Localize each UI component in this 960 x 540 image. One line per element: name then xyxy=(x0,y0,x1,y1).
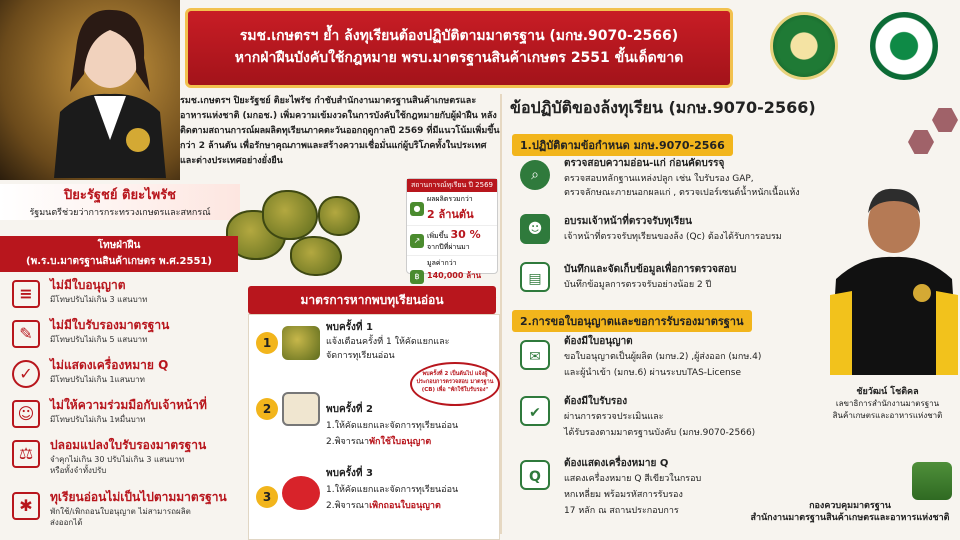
acfs-logo xyxy=(870,12,938,80)
durian-image xyxy=(318,196,360,236)
practice-text: ตรวจลักษณะภายนอกผลแก่ , ตรวจเปอร์เซนต์น้ำหนักเนื้อแห้ง xyxy=(564,188,800,198)
secretary-general-title-1: เลขาธิการสำนักงานมาตรฐาน xyxy=(835,399,940,408)
penalty-desc: มีโทษปรับไม่เกิน 1แสนบาท xyxy=(50,375,145,384)
training-icon: ☻ xyxy=(520,214,550,244)
penalty-desc-2: หรือทั้งจำทั้งปรับ xyxy=(50,466,107,475)
cb-note-bubble: พบครั้งที่ 2 เป็นต้นไป แจ้งผู้ประกอบการตรวจสอบ มาตรฐาน (CB) เพื่อ "พักใช้ใบรับรอง" xyxy=(410,362,500,406)
practices-title: ข้อปฏิบัติของล้งทุเรียน (มกษ.9070-2566) xyxy=(510,98,816,117)
step-number: 3 xyxy=(256,486,278,508)
section-2-header: 2.การขอใบอนุญาตและขอการรับรองมาตรฐาน xyxy=(512,310,752,332)
record-icon: ▤ xyxy=(520,262,550,292)
penalty-desc-2: ส่งออกได้ xyxy=(50,518,83,527)
practice-title: ต้องแสดงเครื่องหมาย Q xyxy=(564,458,669,469)
step-title: พบครั้งที่ 3 xyxy=(326,468,373,479)
step-text: แจ้งเตือนครั้งที่ 1 ให้คัดแยกและ xyxy=(326,337,450,347)
stats-value: 140,000 ล้าน xyxy=(427,271,482,280)
secretary-general-title-2: สินค้าเกษตรและอาหารแห่งชาติ xyxy=(832,411,943,420)
durian-image xyxy=(290,236,342,276)
step-text-prefix: 2.พิจารณา xyxy=(326,501,370,511)
penalty-item xyxy=(10,436,250,484)
step-text: 1.ให้คัดแยกและจัดการทุเรียนอ่อน xyxy=(326,421,459,431)
penalty-title: ปลอมแปลงใบรับรองมาตรฐาน xyxy=(50,438,207,452)
ministry-agriculture-logo xyxy=(770,12,838,80)
stats-label: เพิ่มขึ้น xyxy=(427,232,449,240)
headline-banner xyxy=(185,8,733,88)
license-icon: ✉ xyxy=(520,340,550,370)
practice-text: ผ่านการตรวจประเมินและ xyxy=(564,412,664,422)
penalty-desc: มีโทษปรับไม่เกิน 5 แสนบาท xyxy=(50,335,148,344)
practice-title: อบรมเจ้าหน้าที่ตรวจรับทุเรียน xyxy=(564,216,692,227)
badge-check-icon: ✓ xyxy=(12,360,40,388)
q-mark-icon: Q xyxy=(520,460,550,490)
officer-icon: ☺ xyxy=(12,400,40,428)
durian-stats-box xyxy=(406,178,498,281)
practice-text: ขอใบอนุญาตเป็นผู้ผลิต (มกษ.2) ,ผู้ส่งออก (มกษ.4) xyxy=(564,352,762,362)
step-title: พบครั้งที่ 1 xyxy=(326,322,373,333)
column-divider xyxy=(500,94,502,534)
practice-text: บันทึกข้อมูลการตรวจรับอย่างน้อย 2 ปี xyxy=(564,280,712,290)
footer-line-2: สำนักงานมาตรฐานสินค้าเกษตรและอาหารแห่งชาติ xyxy=(750,513,950,523)
stats-row xyxy=(407,192,497,226)
stats-label: มูลค่ากว่า xyxy=(427,259,457,267)
section-1-header: 1.ปฏิบัติตามข้อกำหนด มกษ.9070-2566 xyxy=(512,134,733,156)
stats-sub: จากปีที่ผ่านมา xyxy=(427,243,470,251)
stats-label: ผลผลิตรวมกว่า xyxy=(427,195,473,203)
minister-title: รัฐมนตรีช่วยว่าการกระทรวงเกษตรและสหกรณ์ xyxy=(29,208,211,218)
durian-image xyxy=(262,190,318,240)
penalty-title: ไม่มีใบรับรองมาตรฐาน xyxy=(50,318,170,332)
step-number: 1 xyxy=(256,332,278,354)
penalty-header-law: (พ.ร.บ.มาตรฐานสินค้าเกษตร พ.ศ.2551) xyxy=(26,256,212,267)
penalty-header xyxy=(0,236,238,272)
certificate-icon: ✎ xyxy=(12,320,40,348)
clipboard-icon xyxy=(282,392,320,426)
footer-line-1: กองควบคุมมาตรฐาน xyxy=(809,501,891,511)
practice-title: ต้องมีใบอนุญาต xyxy=(564,336,633,347)
headline-line-2: หากฝ่าฝืนบังคับใช้กฎหมาย พรบ.มาตรฐานสินค้าเกษตร 2551 ขั้นเด็ดขาด xyxy=(234,50,684,66)
practice-text: และผู้นำเข้า (มกษ.6) ผ่านระบบTAS-License xyxy=(564,368,741,378)
penalty-header-title: โทษฝ่าฝืน xyxy=(97,240,141,251)
secretary-general-name: ชัยวัฒน์ โชติคล xyxy=(856,387,919,397)
secretary-general-caption xyxy=(815,384,960,422)
penalty-desc: จำคุกไม่เกิน 30 ปรับไม่เกิน 3 แสนบาท xyxy=(50,455,185,464)
stop-icon xyxy=(282,476,320,510)
step-number: 2 xyxy=(256,398,278,420)
penalty-desc: มีโทษปรับไม่เกิน 1หมื่นบาท xyxy=(50,415,146,424)
headline-line-1: รมช.เกษตรฯ ย้ำ ล้งทุเรียนต้องปฏิบัติตามมาตรฐาน (มกษ.9070-2566) xyxy=(239,28,679,44)
stats-row xyxy=(407,226,497,256)
penalty-item xyxy=(10,316,250,356)
stats-value: 30 % xyxy=(450,228,481,241)
certificate-icon: ✔ xyxy=(520,396,550,426)
magnifier-icon: ⌕ xyxy=(520,160,550,190)
decor-hexagon xyxy=(908,130,934,154)
minister-name-tag xyxy=(0,184,240,220)
chart-up-icon: ↗ xyxy=(410,234,424,248)
step-text-prefix: 2.พิจารณา xyxy=(326,437,370,447)
step-text-emphasis: พักใช้ใบอนุญาต xyxy=(369,437,432,447)
practice-text: ได้รับรองตามมาตรฐานบังคับ (มกษ.9070-2566) xyxy=(564,428,756,438)
minister-name: ปิยะรัฐชย์ ติยะไพรัช xyxy=(64,188,176,203)
penalty-desc: พักใช้/เพิกถอนใบอนุญาต ไม่สามารถผลิต xyxy=(50,507,191,516)
practice-title: ต้องมีใบรับรอง xyxy=(564,396,628,407)
practice-text: หกเหลี่ยม พร้อมรหัสการรับรอง xyxy=(564,490,683,500)
penalty-item xyxy=(10,356,250,396)
penalty-desc: มีโทษปรับไม่เกิน 3 แสนบาท xyxy=(50,295,148,304)
measures-header: มาตรการหากพบทุเรียนอ่อน xyxy=(248,286,496,314)
step-title: พบครั้งที่ 2 xyxy=(326,404,373,415)
step-text xyxy=(326,500,441,513)
penalty-title: ไม่ให้ความร่วมมือกับเจ้าหน้าที่ xyxy=(50,398,207,412)
step-text xyxy=(326,436,431,449)
step-text: จัดการทุเรียนอ่อน xyxy=(326,351,395,361)
decor-hexagon xyxy=(932,108,958,132)
penalty-title: ไม่มีใบอนุญาต xyxy=(50,278,126,292)
practice-text: ตรวจสอบหลักฐานแหล่งปลูก เช่น ใบรับรอง GAP, xyxy=(564,174,754,184)
practice-text: 17 หลัก ณ สถานประกอบการ xyxy=(564,506,679,516)
practice-title: ตรวจสอบความอ่อน-แก่ ก่อนคัดบรรจุ xyxy=(564,158,725,169)
footer-org xyxy=(740,500,960,524)
penalty-item xyxy=(10,396,250,436)
gavel-icon: ⚖ xyxy=(12,440,40,468)
minister-portrait xyxy=(40,0,180,178)
money-icon: ฿ xyxy=(410,270,424,284)
practice-text: แสดงเครื่องหมาย Q สีเขียวในกรอบ xyxy=(564,474,702,484)
step-text: 1.ให้คัดแยกและจัดการทุเรียนอ่อน xyxy=(326,485,459,495)
durian-icon: ● xyxy=(410,202,424,216)
durian-icon xyxy=(282,326,320,360)
intro-paragraph: รมช.เกษตรฯ ปิยะรัฐชย์ ติยะไพรัช กำชับสำนักงานมาตรฐานสินค้าเกษตรและอาหารแห่งชาติ (มกอช.) เพิ่มความเข้มงวดในการบังคับใช้กฎหมายกับผู้ฝ่าฝืน หลังติดตามสถานการณ์ผลผลิตทุเรียนภาคตะวันออกฤดูกาลปี 2569 ที่มีแนวโน้มเพิ่มขึ้นกว่า 2 ล้านตัน เพื่อรักษาคุณภาพและสร้างความเชื่อมั่นแก่ผู้บริโภคทั้งในประเทศและต่างประเทศอย่างยั่งยืน xyxy=(180,96,500,166)
penalty-item xyxy=(10,488,250,538)
step-text-emphasis: เพิกถอนใบอนุญาต xyxy=(369,501,441,511)
practice-title: บันทึกและจัดเก็บข้อมูลเพื่อการตรวจสอบ xyxy=(564,264,737,275)
document-icon: ≡ xyxy=(12,280,40,308)
penalty-item xyxy=(10,276,250,316)
durian-icon: ✱ xyxy=(12,492,40,520)
secretary-general-portrait xyxy=(822,175,960,375)
penalty-title: ทุเรียนอ่อนไม่เป็นไปตามมาตรฐาน xyxy=(50,490,227,504)
stats-value: 2 ล้านตัน xyxy=(427,208,474,221)
warehouse-icon xyxy=(912,462,952,500)
stats-header: สถานการณ์ทุเรียน ปี 2569 xyxy=(407,179,497,192)
penalty-title: ไม่แสดงเครื่องหมาย Q xyxy=(50,358,169,372)
practice-text: เจ้าหน้าที่ตรวจรับทุเรียนของล้ง (Qc) ต้องได้รับการอบรม xyxy=(564,232,782,242)
